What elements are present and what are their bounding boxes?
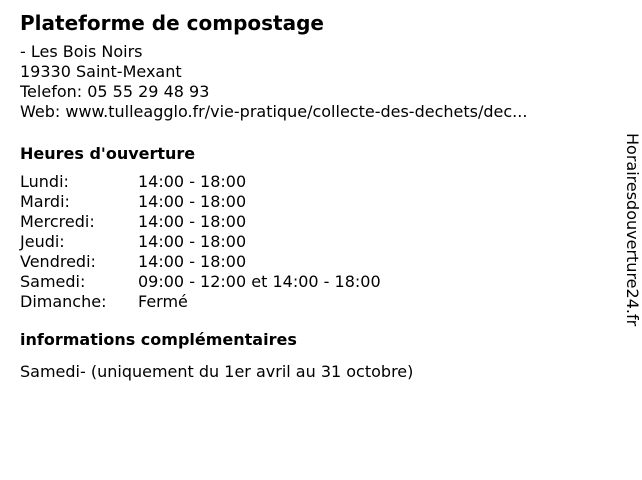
time-range: 14:00 - 18:00 (138, 192, 247, 211)
time-range: 14:00 - 18:00 (138, 232, 247, 251)
time-range: 14:00 - 18:00 (138, 212, 247, 231)
website-link[interactable]: Web: www.tulleagglo.fr/vie-pratique/collecte-des-dechets/dec... (20, 102, 528, 121)
time-range: Fermé (138, 292, 188, 311)
time-range: 14:00 - 18:00 (138, 172, 247, 191)
time-range: 14:00 - 18:00 (138, 252, 247, 271)
hours-row-mercredi (20, 212, 600, 232)
address-block (20, 42, 600, 122)
hours-row-mardi (20, 192, 600, 212)
day-label: Lundi: (20, 172, 69, 191)
hours-row-vendredi (20, 252, 600, 272)
time-range: 09:00 - 12:00 et 14:00 - 18:00 (138, 272, 381, 291)
day-label: Samedi: (20, 272, 86, 291)
info-text: Samedi- (uniquement du 1er avril au 31 octobre) (20, 362, 414, 381)
day-label: Dimanche: (20, 292, 107, 311)
hours-row-jeudi (20, 232, 600, 252)
hours-table (20, 172, 600, 312)
address-city: 19330 Saint-Mexant (20, 62, 182, 81)
day-label: Mercredi: (20, 212, 95, 231)
day-label: Jeudi: (20, 232, 65, 251)
info-heading: informations complémentaires (20, 330, 297, 349)
hours-heading: Heures d'ouverture (20, 144, 196, 163)
hours-row-lundi (20, 172, 600, 192)
hours-row-dimanche (20, 292, 600, 312)
day-label: Vendredi: (20, 252, 96, 271)
brand-watermark: Horairesdouverture24.fr (623, 133, 642, 327)
place-title: Plateforme de compostage (20, 11, 324, 35)
phone-number[interactable]: Telefon: 05 55 29 48 93 (20, 82, 210, 101)
opening-hours-card (20, 10, 600, 382)
day-label: Mardi: (20, 192, 70, 211)
hours-row-samedi (20, 272, 600, 292)
address-street: - Les Bois Noirs (20, 42, 143, 61)
